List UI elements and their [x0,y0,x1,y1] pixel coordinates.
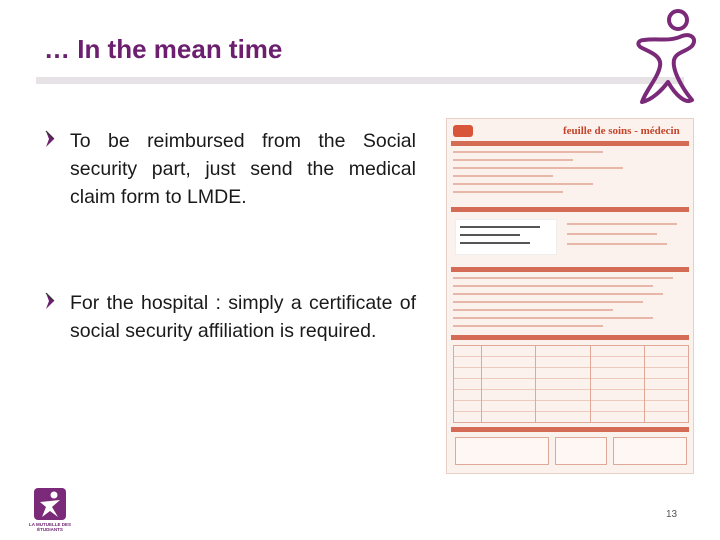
form-box [613,437,687,465]
form-line [453,159,573,161]
title-underline-bar [36,77,684,84]
form-line [453,293,663,295]
cerfa-badge-icon [453,125,473,137]
form-line [453,183,593,185]
bullet-item [44,127,416,211]
form-box [455,437,549,465]
form-line [567,233,657,235]
form-section-bar [451,267,689,272]
bullet-text: For the hospital : simply a certificate of social security affiliation is required. [70,292,416,342]
arrow-bullet-icon [44,291,56,311]
form-section-bar [451,335,689,340]
slide-title: … In the mean time [44,34,283,64]
form-section-bar [451,141,689,146]
form-acts-grid [453,345,689,423]
form-line [453,167,623,169]
form-section-bar [451,427,689,432]
page-number: 13 [666,509,678,520]
form-box [555,437,607,465]
form-line [453,277,673,279]
form-line [453,309,613,311]
form-line [567,223,677,225]
form-line [453,317,653,319]
form-title: feuille de soins - médecin [563,125,680,137]
bullet-item [44,289,416,345]
medical-claim-form-image [446,118,694,474]
form-line [453,151,603,153]
form-line [567,243,667,245]
form-section-bar [451,207,689,212]
form-header [453,123,687,139]
form-line [453,301,643,303]
arrow-bullet-icon [44,129,56,149]
lmde-star-logo-icon [630,8,704,108]
bullet-text: To be reimbursed from the Social security part, just send the medical claim form to LMDE. [70,130,416,208]
doctor-stamp-area [455,219,557,255]
form-line [453,175,553,177]
logo-caption: LA MUTUELLE DES ÉTUDIANTS [28,522,72,532]
form-line [453,285,653,287]
form-line [453,191,563,193]
form-line [453,325,603,327]
